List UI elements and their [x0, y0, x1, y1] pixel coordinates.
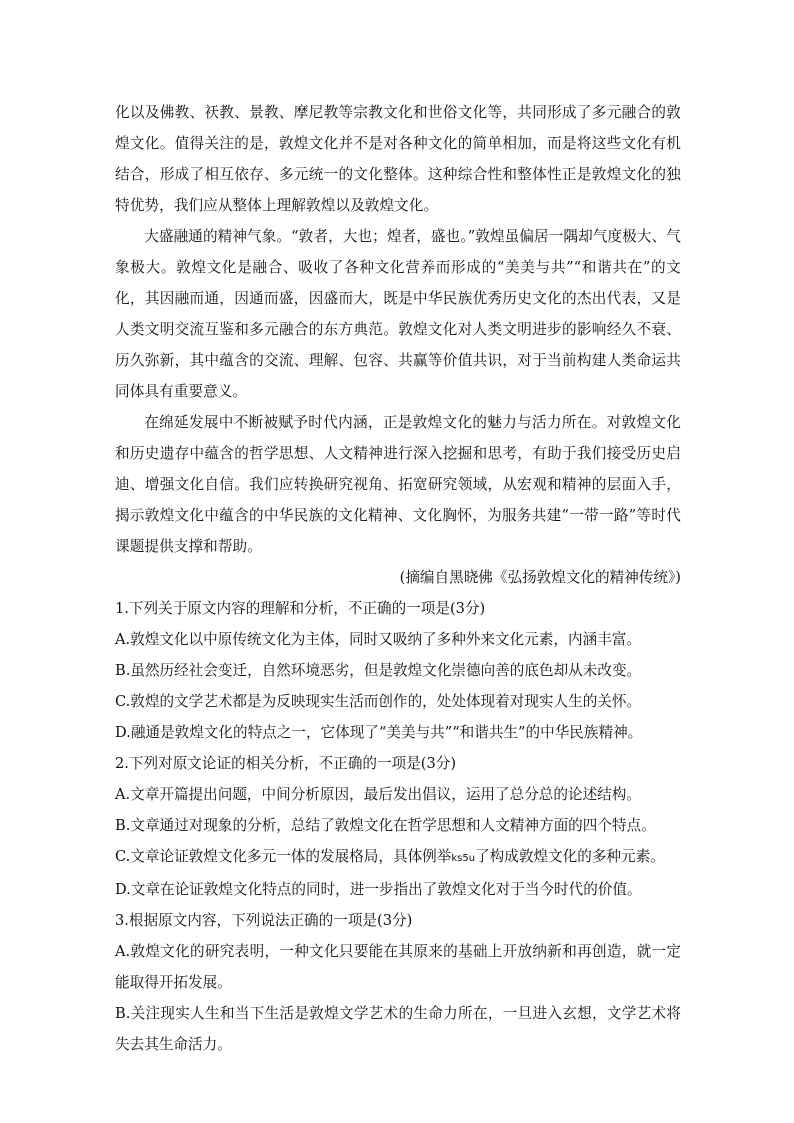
question-1	[115, 593, 681, 748]
question-2-option-c	[115, 841, 681, 874]
passage-source: (摘编自黑晓佛《弘扬敦煌文化的精神传统》)	[399, 569, 681, 586]
question-1-option-d: D.融通是敦煌文化的特点之一，它体现了“美美与共”“和谐共生”的中华民族精神。	[115, 724, 643, 741]
watermark-mark: ks5u	[451, 853, 476, 864]
question-2	[115, 748, 681, 905]
question-2-option-c-text-start: C.文章论证敦煌文化多元一体的发展格局，具体例举	[115, 848, 452, 865]
question-2-option-b: B.文章通过对现象的分析，总结了敦煌文化在哲学思想和人文精神方面的四个特点。	[115, 817, 656, 834]
passage-paragraph-3: 在绵延发展中不断被赋予时代内涵，正是敦煌文化的魅力与活力所在。对敦煌文化和历史遗存中蕴含的哲学思想、人文精神进行深入挖掘和思考，有助于我们接受历史启迪、增强文化自信。我们应转换研究视角、拓宽研究领域，从宏观和精神的层面入手，揭示敦煌文化中蕴含的中华民族的文化精神、文化胸怀，为服务共建“一带一路”等时代课题提供支撑和帮助。	[115, 414, 681, 555]
question-2-option-a: A.文章开篇提出问题，中间分析原因，最后发出倡议，运用了总分总的论述结构。	[115, 786, 641, 803]
question-1-option-b: B.虽然历经社会变迁，自然环境恶劣，但是敦煌文化崇德向善的底色却从未改变。	[115, 662, 642, 679]
passage-paragraph-1: 化以及佛教、祆教、景教、摩尼教等宗教文化和世俗文化等，共同形成了多元融合的敦煌文化。值得关注的是，敦煌文化并不是对各种文化的简单相加，而是将这些文化有机结合，形成了相互依存、多元统一的文化整体。这种综合性和整体性正是敦煌文化的独特优势，我们应从整体上理解敦煌以及敦煌文化。	[115, 104, 681, 214]
question-1-stem: 1.下列关于原文内容的理解和分析，不正确的一项是(3分)	[115, 600, 486, 617]
question-1-option-a: A.敦煌文化以中原传统文化为主体，同时又吸纳了多种外来文化元素，内涵丰富。	[115, 631, 641, 648]
question-3-option-b: B.关注现实人生和当下生活是敦煌文学艺术的生命力所在，一旦进入玄想，文学艺术将失去其生命活力。	[115, 1005, 681, 1053]
question-2-option-c-text-end: 了构成敦煌文化的多种元素。	[475, 848, 665, 865]
document-page	[115, 97, 681, 1060]
question-3	[115, 905, 681, 1060]
question-3-stem: 3.根据原文内容，下列说法正确的一项是(3分)	[115, 912, 413, 929]
question-2-option-d: D.文章在论证敦煌文化特点的同时，进一步指出了敦煌文化对于当今时代的价值。	[115, 881, 642, 898]
question-2-stem: 2.下列对原文论证的相关分析，不正确的一项是(3分)	[115, 755, 457, 772]
passage-paragraph-2: 大盛融通的精神气象。“敦者，大也；煌者，盛也。”敦煌虽偏居一隅却气度极大、气象极大。敦煌文化是融合、吸收了各种文化营养而形成的“美美与共”“和谐共在”的文化，其因融而通，因通而盛，因盛而大，既是中华民族优秀历史文化的杰出代表，又是人类文明交流互鉴和多元融合的东方典范。敦煌文化对人类文明进步的影响经久不衰、历久弥新，其中蕴含的交流、理解、包容、共赢等价值共识，对于当前构建人类命运共同体具有重要意义。	[115, 228, 681, 400]
question-3-option-a: A.敦煌文化的研究表明，一种文化只要能在其原来的基础上开放纳新和再创造，就一定能取得开拓发展。	[115, 943, 681, 991]
question-1-option-c: C.敦煌的文学艺术都是为反映现实生活而创作的，处处体现着对现实人生的关怀。	[115, 693, 642, 710]
